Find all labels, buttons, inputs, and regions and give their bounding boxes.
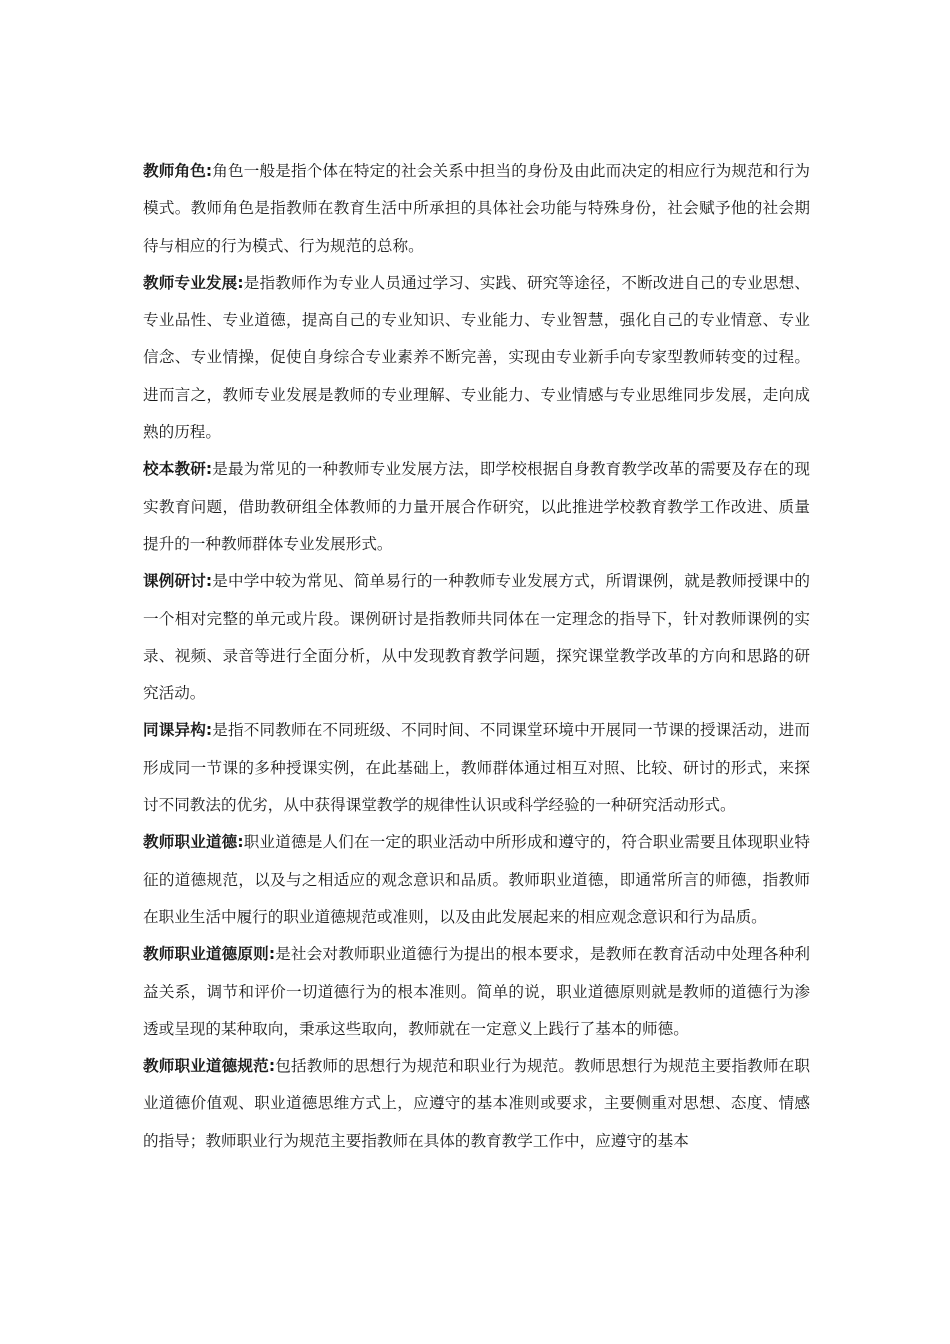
term-definition: 是指不同教师在不同班级、不同时间、不同课堂环境中开展同一节课的授课活动，进而形成同一节课的多种授课实例，在此基础上，教师群体通过相互对照、比较、研讨的形式，来探讨不同教法的优劣，从中获得课堂教学的规律性认识或科学经验的一种研究活动形式。	[143, 721, 810, 815]
term-definition: 是中学中较为常见、简单易行的一种教师专业发展方式，所谓课例，就是教师授课中的一个相对完整的单元或片段。课例研讨是指教师共同体在一定理念的指导下，针对教师课例的实录、视频、录音等进行全面分析，从中发现教育教学问题，探究课堂教学改革的方向和思路的研究活动。	[143, 572, 810, 703]
entry-same-lesson-different-design	[143, 712, 810, 824]
term-heading: 教师职业道德原则:	[143, 945, 276, 964]
term-heading: 教师职业道德规范:	[143, 1057, 276, 1076]
entry-school-based-research	[143, 451, 810, 563]
entry-ethics-principles	[143, 936, 810, 1048]
term-definition: 包括教师的思想行为规范和职业行为规范。教师思想行为规范主要指教师在职业道德价值观、职业道德思维方式上，应遵守的基本准则或要求，主要侧重对思想、态度、情感的指导；教师职业行为规范主要指教师在具体的教育教学工作中，应遵守的基本	[143, 1057, 810, 1150]
term-heading: 教师职业道德:	[143, 833, 244, 852]
entry-teacher-role	[143, 153, 810, 265]
term-heading: 教师角色:	[143, 162, 213, 180]
entry-teacher-professional-ethics	[143, 824, 810, 936]
term-definition: 角色一般是指个体在特定的社会关系中担当的身份及由此而决定的相应行为规范和行为模式。教师角色是指教师在教育生活中所承担的具体社会功能与特殊身份，社会赋予他的社会期待与相应的行为模式、行为规范的总称。	[143, 162, 810, 255]
entry-teacher-professional-development	[143, 265, 810, 451]
term-definition: 是社会对教师职业道德行为提出的根本要求，是教师在教育活动中处理各种利益关系，调节和评价一切道德行为的根本准则。简单的说，职业道德原则就是教师的道德行为渗透或呈现的某种取向，秉承这些取向，教师就在一定意义上践行了基本的师德。	[143, 945, 810, 1038]
entry-lesson-case-study	[143, 563, 810, 712]
term-heading: 教师专业发展:	[143, 273, 244, 292]
term-definition: 是最为常见的一种教师专业发展方法，即学校根据自身教育教学改革的需要及存在的现实教育问题，借助教研组全体教师的力量开展合作研究，以此推进学校教育教学工作改进、质量提升的一种教师群体专业发展形式。	[143, 460, 810, 553]
document-page	[143, 153, 810, 1160]
term-heading: 同课异构:	[143, 721, 213, 740]
term-heading: 课例研讨:	[143, 572, 213, 591]
term-heading: 校本教研:	[143, 460, 213, 479]
term-definition: 是指教师作为专业人员通过学习、实践、研究等途径，不断改进自己的专业思想、专业品性、专业道德，提高自己的专业知识、专业能力、专业智慧，强化自己的专业情意、专业信念、专业情操，促使自身综合专业素养不断完善，实现由专业新手向专家型教师转变的过程。进而言之，教师专业发展是教师的专业理解、专业能力、专业情感与专业思维同步发展，走向成熟的历程。	[143, 273, 810, 442]
entry-ethics-norms	[143, 1048, 810, 1160]
term-definition: 职业道德是人们在一定的职业活动中所形成和遵守的，符合职业需要且体现职业特征的道德规范，以及与之相适应的观念意识和品质。教师职业道德，即通常所言的师德，指教师在职业生活中履行的职业道德规范或准则，以及由此发展起来的相应观念意识和行为品质。	[143, 833, 810, 926]
